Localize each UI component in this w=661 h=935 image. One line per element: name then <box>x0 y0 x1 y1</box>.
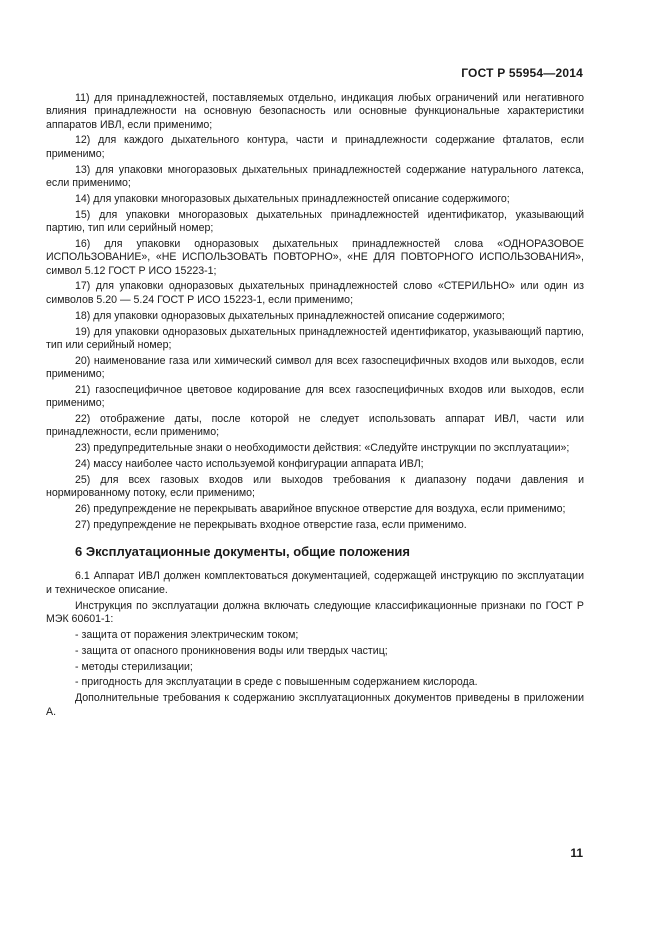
list-item: 21) газоспецифичное цветовое кодирование для всех газоспецифичных входов или выходов, если применимо; <box>46 383 584 410</box>
list-item: 26) предупреждение не перекрывать аварийное впускное отверстие для воздуха, если применимо; <box>75 503 566 516</box>
list-item: 24) массу наиболее часто используемой конфигурации аппарата ИВЛ; <box>75 458 424 471</box>
list-item: 18) для упаковки одноразовых дыхательных принадлежностей описание содержимого; <box>75 309 505 322</box>
list-item: 13) для упаковки многоразовых дыхательных принадлежностей содержание натурального латекса, если применимо; <box>46 163 584 189</box>
list-item: 11) для принадлежностей, поставляемых отдельно, индикация любых ограничений или негативного влияния принадлежности на основную безопасность или основные функциональные характеристики аппаратов ИВЛ, если применимо; <box>46 92 584 131</box>
dash-item: - защита от поражения электрическим током; <box>75 628 299 641</box>
list-item: 16) для упаковки одноразовых дыхательных принадлежностей слова «ОДНОРАЗОВОЕ ИСПОЛЬЗОВАНИЕ», «НЕ ИСПОЛЬЗОВАТЬ ПОВТОРНО», «НЕ ДЛЯ ПОВТОРНОГО ИСПОЛЬЗОВАНИЯ», символ 5.12 ГОСТ Р ИСО 15223-1; <box>46 237 584 277</box>
section-paragraph: Дополнительные требования к содержанию эксплуатационных документов приведены в приложении А. <box>46 692 584 718</box>
list-item: 19) для упаковки одноразовых дыхательных принадлежностей идентификатор, указывающий партию, тип или серийный номер; <box>46 325 584 351</box>
dash-item: - пригодность для эксплуатации в среде с повышенным содержанием кислорода. <box>75 676 478 689</box>
section-title: 6 Эксплуатационные документы, общие положения <box>75 544 411 560</box>
dash-item: - методы стерилизации; <box>75 660 193 673</box>
section-paragraph: Инструкция по эксплуатации должна включать следующие классификационные признаки по ГОСТ Р МЭК 60601-1: <box>46 599 584 625</box>
list-item: 12) для каждого дыхательного контура, части и принадлежности содержание фталатов, если применимо; <box>46 134 584 160</box>
section-paragraph: 6.1 Аппарат ИВЛ должен комплектоваться документацией, содержащей инструкцию по эксплуатации и техническое описание. <box>46 570 584 596</box>
list-item: 23) предупредительные знаки о необходимости действия: «Следуйте инструкции по эксплуатации»; <box>75 442 570 455</box>
page-number: 11 <box>570 846 583 860</box>
dash-item: - защита от опасного проникновения воды или твердых частиц; <box>75 644 388 657</box>
list-item: 22) отображение даты, после которой не следует использовать аппарат ИВЛ, части или принадлежности, если применимо; <box>46 413 584 439</box>
list-item: 17) для упаковки одноразовых дыхательных принадлежностей слово «СТЕРИЛЬНО» или один из символов 5.20 — 5.24 ГОСТ Р ИСО 15223-1, если применимо; <box>46 280 584 306</box>
list-item: 20) наименование газа или химический символ для всех газоспецифичных входов или выходов, если применимо; <box>46 354 584 380</box>
list-item: 27) предупреждение не перекрывать входное отверстие газа, если применимо. <box>75 519 467 532</box>
list-item: 25) для всех газовых входов или выходов требования к диапазону подачи давления и нормированному потоку, если применимо; <box>46 474 584 500</box>
list-item: 14) для упаковки многоразовых дыхательных принадлежностей описание содержимого; <box>75 192 510 205</box>
page-content <box>46 92 584 722</box>
standard-code: ГОСТ Р 55954—2014 <box>461 66 583 80</box>
list-item: 15) для упаковки многоразовых дыхательных принадлежностей идентификатор, указывающий партию, тип или серийный номер; <box>46 208 584 235</box>
